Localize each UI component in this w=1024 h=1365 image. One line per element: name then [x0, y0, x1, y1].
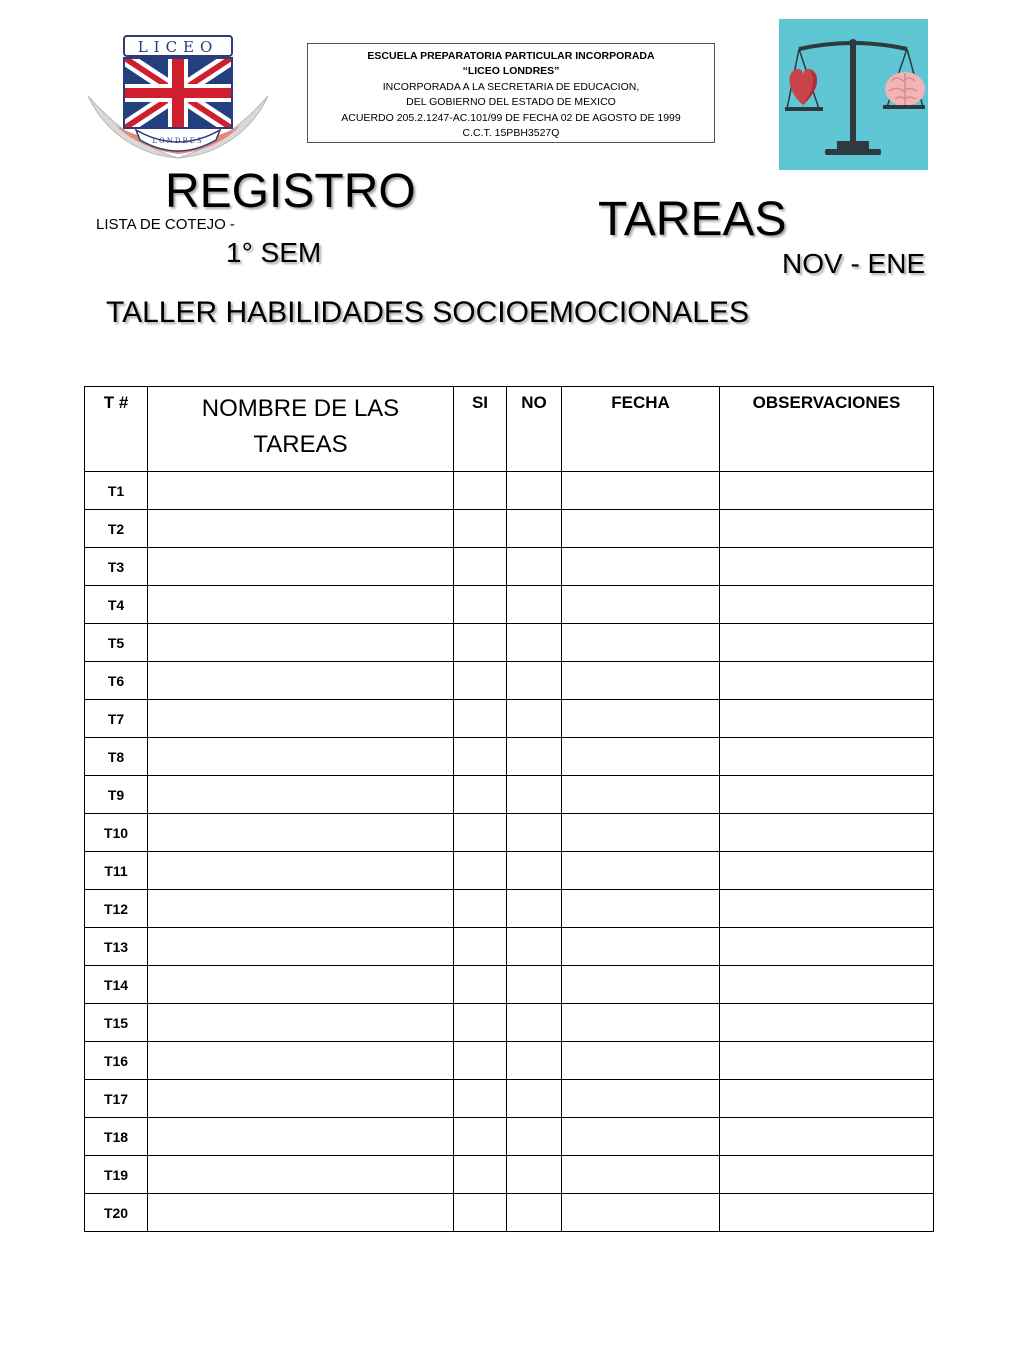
observaciones-cell[interactable]	[720, 1156, 934, 1194]
semester-label: 1° SEM	[226, 237, 322, 268]
school-info-box	[307, 43, 715, 143]
task-number-cell: T14	[85, 966, 148, 1004]
table-row	[85, 1194, 934, 1232]
header-task-name-line1: NOMBRE DE LAS	[201, 395, 400, 422]
si-cell[interactable]	[454, 586, 507, 624]
table-row	[85, 662, 934, 700]
table-row	[85, 1118, 934, 1156]
table-row	[85, 1042, 934, 1080]
fecha-cell[interactable]	[562, 1080, 720, 1118]
observaciones-cell[interactable]	[720, 814, 934, 852]
task-number-cell: T17	[85, 1080, 148, 1118]
task-number-cell: T6	[85, 662, 148, 700]
task-name-cell[interactable]	[148, 1194, 454, 1232]
table-row	[85, 472, 934, 510]
table-row	[85, 548, 934, 586]
subtitle-lista-cotejo: LISTA DE COTEJO -	[96, 216, 235, 233]
school-line-1: ESCUELA PREPARATORIA PARTICULAR INCORPORADA	[367, 50, 655, 62]
si-cell[interactable]	[454, 1004, 507, 1042]
task-checklist-table	[84, 386, 934, 1232]
si-cell[interactable]	[454, 890, 507, 928]
no-cell[interactable]	[507, 510, 562, 548]
task-name-cell[interactable]	[148, 472, 454, 510]
table-row	[85, 1156, 934, 1194]
observaciones-cell[interactable]	[720, 586, 934, 624]
fecha-cell[interactable]	[562, 776, 720, 814]
task-number-cell: T16	[85, 1042, 148, 1080]
table-row	[85, 738, 934, 776]
table-row	[85, 1004, 934, 1042]
task-name-cell[interactable]	[148, 1118, 454, 1156]
no-cell[interactable]	[507, 624, 562, 662]
fecha-cell[interactable]	[562, 890, 720, 928]
fecha-cell[interactable]	[562, 472, 720, 510]
si-cell[interactable]	[454, 738, 507, 776]
si-cell[interactable]	[454, 776, 507, 814]
task-number-cell: T13	[85, 928, 148, 966]
task-name-cell[interactable]	[148, 510, 454, 548]
no-cell[interactable]	[507, 548, 562, 586]
no-cell[interactable]	[507, 1004, 562, 1042]
fecha-cell[interactable]	[562, 738, 720, 776]
no-cell[interactable]	[507, 814, 562, 852]
task-name-cell[interactable]	[148, 586, 454, 624]
no-cell[interactable]	[507, 738, 562, 776]
fecha-cell[interactable]	[562, 1194, 720, 1232]
fecha-cell[interactable]	[562, 548, 720, 586]
observaciones-cell[interactable]	[720, 1194, 934, 1232]
header-fecha: FECHA	[562, 387, 720, 472]
task-number-cell: T8	[85, 738, 148, 776]
no-cell[interactable]	[507, 1194, 562, 1232]
table-row	[85, 852, 934, 890]
no-cell[interactable]	[507, 966, 562, 1004]
observaciones-cell[interactable]	[720, 624, 934, 662]
task-name-cell[interactable]	[148, 1080, 454, 1118]
no-cell[interactable]	[507, 700, 562, 738]
table-header-row	[85, 387, 934, 472]
fecha-cell[interactable]	[562, 662, 720, 700]
observaciones-cell[interactable]	[720, 1080, 934, 1118]
task-name-cell[interactable]	[148, 814, 454, 852]
fecha-cell[interactable]	[562, 510, 720, 548]
table-row	[85, 624, 934, 662]
task-name-cell[interactable]	[148, 776, 454, 814]
fecha-cell[interactable]	[562, 586, 720, 624]
observaciones-cell[interactable]	[720, 700, 934, 738]
si-cell[interactable]	[454, 1042, 507, 1080]
no-cell[interactable]	[507, 890, 562, 928]
observaciones-cell[interactable]	[720, 928, 934, 966]
observaciones-cell[interactable]	[720, 1042, 934, 1080]
header-task-name	[148, 387, 454, 472]
si-cell[interactable]	[454, 662, 507, 700]
school-line-6: C.C.T. 15PBH3527Q	[462, 127, 560, 140]
no-cell[interactable]	[507, 1042, 562, 1080]
fecha-cell[interactable]	[562, 1118, 720, 1156]
si-cell[interactable]	[454, 1080, 507, 1118]
si-cell[interactable]	[454, 548, 507, 586]
task-number-cell: T19	[85, 1156, 148, 1194]
observaciones-cell[interactable]	[720, 966, 934, 1004]
task-number-cell: T1	[85, 472, 148, 510]
table-row	[85, 814, 934, 852]
si-cell[interactable]	[454, 1156, 507, 1194]
table-row	[85, 1080, 934, 1118]
fecha-cell[interactable]	[562, 1156, 720, 1194]
table-row	[85, 966, 934, 1004]
fecha-cell[interactable]	[562, 1042, 720, 1080]
fecha-cell[interactable]	[562, 1004, 720, 1042]
no-cell[interactable]	[507, 1080, 562, 1118]
observaciones-cell[interactable]	[720, 662, 934, 700]
si-cell[interactable]	[454, 700, 507, 738]
si-cell[interactable]	[454, 814, 507, 852]
title-registro: REGISTRO	[165, 165, 416, 218]
logo-text-top: LICEO	[137, 38, 219, 56]
fecha-cell[interactable]	[562, 966, 720, 1004]
table-row	[85, 890, 934, 928]
si-cell[interactable]	[454, 472, 507, 510]
task-name-cell[interactable]	[148, 624, 454, 662]
no-cell[interactable]	[507, 472, 562, 510]
task-number-cell: T2	[85, 510, 148, 548]
no-cell[interactable]	[507, 586, 562, 624]
no-cell[interactable]	[507, 776, 562, 814]
task-number-cell: T12	[85, 890, 148, 928]
header-task-name-line2: TAREAS	[253, 431, 348, 458]
observaciones-cell[interactable]	[720, 548, 934, 586]
si-cell[interactable]	[454, 852, 507, 890]
task-name-cell[interactable]	[148, 1004, 454, 1042]
scale-heart-brain-icon	[779, 19, 928, 170]
no-cell[interactable]	[507, 662, 562, 700]
school-line-4: DEL GOBIERNO DEL ESTADO DE MEXICO	[406, 96, 616, 109]
task-number-cell: T11	[85, 852, 148, 890]
task-name-cell[interactable]	[148, 852, 454, 890]
task-name-cell[interactable]	[148, 966, 454, 1004]
title-tareas: TAREAS	[598, 193, 787, 246]
task-number-cell: T7	[85, 700, 148, 738]
task-number-cell: T9	[85, 776, 148, 814]
task-name-cell[interactable]	[148, 738, 454, 776]
task-number-cell: T10	[85, 814, 148, 852]
observaciones-cell[interactable]	[720, 738, 934, 776]
si-cell[interactable]	[454, 1194, 507, 1232]
task-number-cell: T5	[85, 624, 148, 662]
si-cell[interactable]	[454, 1118, 507, 1156]
no-cell[interactable]	[507, 852, 562, 890]
header-task-number: T #	[85, 387, 148, 472]
task-number-cell: T3	[85, 548, 148, 586]
task-number-cell: T4	[85, 586, 148, 624]
observaciones-cell[interactable]	[720, 510, 934, 548]
task-name-cell[interactable]	[148, 1042, 454, 1080]
task-number-cell: T18	[85, 1118, 148, 1156]
header-si: SI	[454, 387, 507, 472]
school-line-2: “LICEO LONDRES”	[462, 65, 560, 78]
task-name-cell[interactable]	[148, 662, 454, 700]
header-observaciones: OBSERVACIONES	[720, 387, 934, 472]
observaciones-cell[interactable]	[720, 472, 934, 510]
task-name-cell[interactable]	[148, 548, 454, 586]
fecha-cell[interactable]	[562, 624, 720, 662]
observaciones-cell[interactable]	[720, 1004, 934, 1042]
task-name-cell[interactable]	[148, 928, 454, 966]
table-row	[85, 776, 934, 814]
no-cell[interactable]	[507, 928, 562, 966]
si-cell[interactable]	[454, 624, 507, 662]
observaciones-cell[interactable]	[720, 776, 934, 814]
task-name-cell[interactable]	[148, 890, 454, 928]
fecha-cell[interactable]	[562, 928, 720, 966]
logo-text-bottom: LONDRES	[152, 137, 204, 145]
task-name-cell[interactable]	[148, 700, 454, 738]
observaciones-cell[interactable]	[720, 1118, 934, 1156]
workshop-title: TALLER HABILIDADES SOCIOEMOCIONALES	[106, 296, 749, 329]
no-cell[interactable]	[507, 1156, 562, 1194]
fecha-cell[interactable]	[562, 700, 720, 738]
table-row	[85, 586, 934, 624]
task-number-cell: T20	[85, 1194, 148, 1232]
school-line-5: ACUERDO 205.2.1247-AC.101/99 DE FECHA 02 DE AGOSTO DE 1999	[341, 111, 681, 124]
si-cell[interactable]	[454, 510, 507, 548]
fecha-cell[interactable]	[562, 852, 720, 890]
table-row	[85, 700, 934, 738]
si-cell[interactable]	[454, 966, 507, 1004]
school-line-3: INCORPORADA A LA SECRETARIA DE EDUCACION,	[382, 80, 640, 93]
header-no: NO	[507, 387, 562, 472]
no-cell[interactable]	[507, 1118, 562, 1156]
table-row	[85, 928, 934, 966]
fecha-cell[interactable]	[562, 814, 720, 852]
task-number-cell: T15	[85, 1004, 148, 1042]
table-row	[85, 510, 934, 548]
liceo-londres-logo	[86, 30, 270, 160]
si-cell[interactable]	[454, 928, 507, 966]
period-label: NOV - ENE	[782, 248, 926, 279]
task-name-cell[interactable]	[148, 1156, 454, 1194]
observaciones-cell[interactable]	[720, 852, 934, 890]
observaciones-cell[interactable]	[720, 890, 934, 928]
task-rows	[85, 472, 934, 1232]
